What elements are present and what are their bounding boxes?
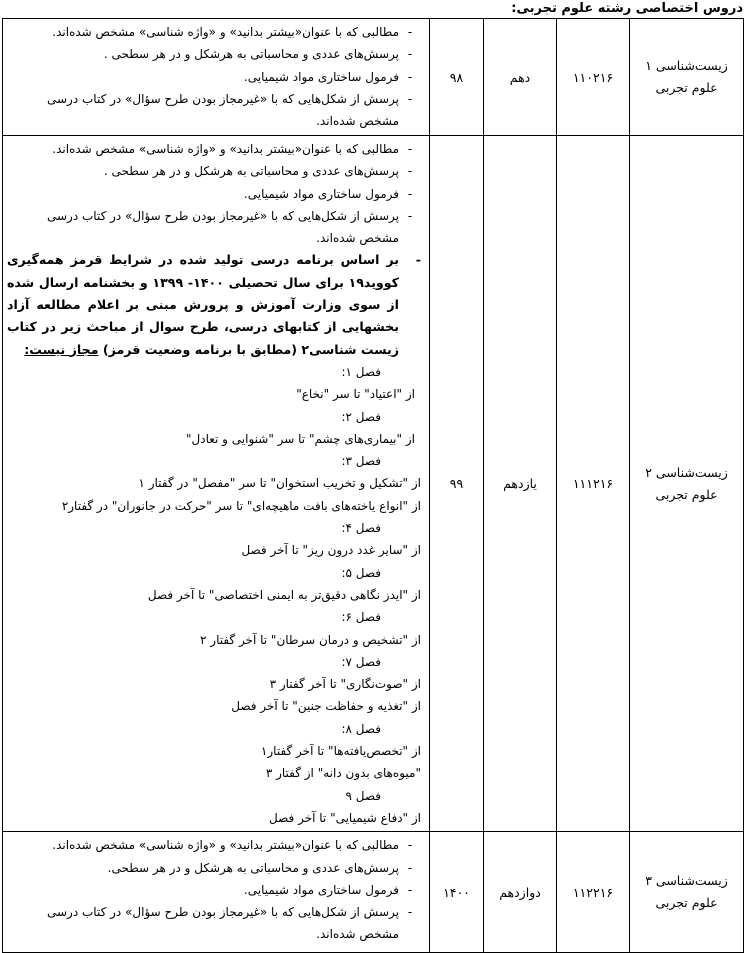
course-field: علوم تجربی bbox=[655, 486, 718, 502]
restriction-emphasis: مجاز نیست: bbox=[24, 341, 99, 357]
restriction-text: کووید۱۹ برای سال تحصیلی ۱۴۰۰- ۱۳۹۹ و بخشنامه ارسال شده bbox=[7, 274, 399, 290]
course-code: ۱۱۲۲۱۶ bbox=[557, 832, 630, 953]
course-field: علوم تجربی bbox=[655, 80, 718, 95]
chapter-heading: فصل ۸: bbox=[341, 721, 381, 736]
chapter-range: از "انواع یاخته‌های بافت ماهیچه‌ای" تا سر "حرکت در جانوران" در گفتار۲ bbox=[61, 498, 421, 513]
restriction-text: زیست شناسی۲ (مطابق با برنامه وضعیت قرمز) bbox=[102, 341, 399, 357]
course-name-cell bbox=[630, 136, 744, 832]
course-year: ۹۹ bbox=[430, 136, 484, 832]
note-item: - مطالبی که با عنوان«بیشتر بدانید» و «واژه شناسی» مشخص شده‌اند. bbox=[7, 21, 421, 43]
note-item: - مطالبی که با عنوان«بیشتر بدانید» و «واژه شناسی» مشخص شده‌اند. bbox=[7, 138, 421, 160]
course-year: ۱۴۰۰ bbox=[430, 832, 484, 953]
course-grade: دهم bbox=[484, 19, 557, 136]
restriction-text: - بر اساس برنامه درسی تولید شده در شرایط قرمز همه‌گیری bbox=[7, 249, 421, 271]
note-item: - پرسش از شکل‌هایی که با «غیرمجاز بودن طرح سؤال» در کتاب درسی bbox=[7, 901, 421, 923]
note-item: - پرسش از شکل‌هایی که با «غیرمجاز بودن طرح سؤال» در کتاب درسی bbox=[7, 205, 421, 227]
chapter-range: "میوه‌های بدون دانه" از گفتار ۳ bbox=[265, 766, 421, 781]
chapter-heading: فصل ۲: bbox=[341, 409, 381, 424]
chapter-range: از "تغذیه و حفاظت جنین" تا آخر فصل bbox=[231, 699, 421, 714]
course-year: ۹۸ bbox=[430, 19, 484, 136]
restriction-text: از سوی وزارت آموزش و پرورش مبنی بر اعلام مطالعه آزاد bbox=[7, 297, 399, 313]
chapter-heading: فصل ۱: bbox=[341, 364, 381, 379]
chapter-range: از "صوت‌نگاری" تا آخر گفتار ۳ bbox=[269, 677, 421, 692]
course-code: ۱۱۱۲۱۶ bbox=[557, 136, 630, 832]
note-item-continuation: مشخص شده‌اند. bbox=[316, 231, 399, 246]
note-item: - فرمول ساختاری مواد شیمیایی. bbox=[7, 66, 421, 88]
note-item: - فرمول ساختاری مواد شیمیایی. bbox=[7, 183, 421, 205]
note-item-continuation: مشخص شده‌اند. bbox=[316, 114, 399, 129]
chapter-heading: فصل ۹ bbox=[345, 788, 381, 803]
note-item: - پرسش از شکل‌هایی که با «غیرمجاز بودن طرح سؤال» در کتاب درسی bbox=[7, 88, 421, 110]
section-heading: دروس اختصاصی رشته علوم تجربی: bbox=[511, 1, 743, 16]
course-notes bbox=[3, 832, 430, 953]
note-item: - فرمول ساختاری مواد شیمیایی. bbox=[7, 879, 421, 901]
note-item-continuation: مشخص شده‌اند. bbox=[316, 927, 399, 942]
course-notes bbox=[3, 19, 430, 136]
course-name-cell bbox=[630, 832, 744, 953]
chapter-heading: فصل ۳: bbox=[341, 454, 381, 469]
table-row bbox=[3, 19, 744, 136]
chapter-range: از "اعتیاد" تا سر "نخاع" bbox=[296, 387, 415, 402]
course-name-cell bbox=[630, 19, 744, 136]
chapter-heading: فصل ۷: bbox=[341, 654, 381, 669]
course-code: ۱۱۰۲۱۶ bbox=[557, 19, 630, 136]
chapter-range: از "تشکیل و تخریب استخوان" تا سر "مفصل" در گفتار ۱ bbox=[138, 476, 421, 491]
course-field: علوم تجربی bbox=[655, 895, 718, 911]
restriction-text: بخشهایی از کتابهای درسی، طرح سوال از مباحث زیر در کتاب bbox=[7, 319, 399, 335]
table-row bbox=[3, 136, 744, 832]
chapter-range: از "بیماری‌های چشم" تا سر "شنوایی و تعادل" bbox=[185, 431, 415, 446]
course-name: زیست‌شناسی ۱ bbox=[645, 58, 728, 73]
chapter-range: از "سایر غدد درون ریز" تا آخر فصل bbox=[241, 543, 421, 558]
chapter-range: از "دفاع شیمیایی" تا آخر فصل bbox=[269, 810, 421, 825]
course-name: زیست‌شناسی ۲ bbox=[645, 464, 728, 480]
restriction-text-last bbox=[7, 339, 421, 361]
chapter-range: از "تخصص‌یافته‌ها" تا آخر گفتار۱ bbox=[260, 744, 421, 759]
chapter-range: از "تشخیص و درمان سرطان" تا آخر گفتار ۲ bbox=[200, 632, 421, 647]
chapter-heading: فصل ۶: bbox=[341, 610, 381, 625]
course-grade: دوازدهم bbox=[484, 832, 557, 953]
note-item: - پرسش‌های عددی و محاسباتی به هرشکل و در هر سطحی . bbox=[7, 43, 421, 65]
course-grade: یازدهم bbox=[484, 136, 557, 832]
table-row bbox=[3, 832, 744, 953]
note-item: - مطالبی که با عنوان«بیشتر بدانید» و «واژه شناسی» مشخص شده‌اند. bbox=[7, 834, 421, 856]
chapter-heading: فصل ۵: bbox=[341, 565, 381, 580]
note-item: - پرسش‌های عددی و محاسباتی به هرشکل و در هر سطحی . bbox=[7, 160, 421, 182]
course-notes bbox=[3, 136, 430, 832]
courses-table bbox=[2, 18, 744, 953]
course-name: زیست‌شناسی ۳ bbox=[645, 873, 728, 889]
chapter-range: از "ایدز نگاهی دقیق‌تر به ایمنی اختصاصی" تا آخر فصل bbox=[147, 587, 421, 602]
note-item: - پرسش‌های عددی و محاسباتی به هرشکل و در هر سطحی. bbox=[7, 857, 421, 879]
chapter-heading: فصل ۴: bbox=[341, 521, 381, 536]
